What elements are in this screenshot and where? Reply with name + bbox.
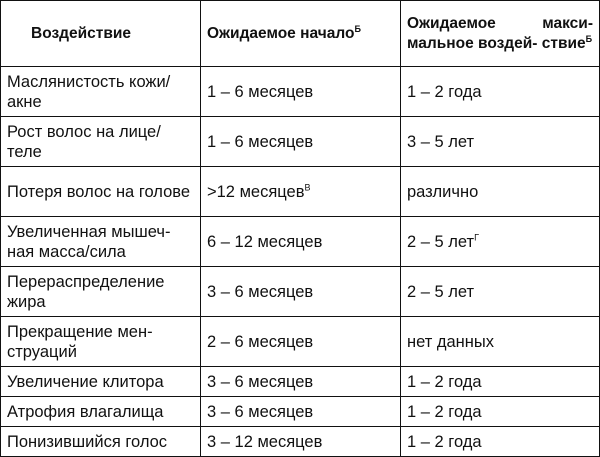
- table-row: [1, 317, 600, 367]
- cell-max: 1 – 2 года: [401, 427, 600, 457]
- cell-onset: 1 – 6 месяцев: [201, 67, 401, 117]
- cell-effect: Потеря волос на голове: [1, 167, 201, 217]
- table-row: [1, 367, 600, 397]
- cell-max: различно: [401, 167, 600, 217]
- cell-effect: Маслянистость кожи/ акне: [1, 67, 201, 117]
- table-row: [1, 267, 600, 317]
- cell-onset: 3 – 6 месяцев: [201, 397, 401, 427]
- cell-onset: 2 – 6 месяцев: [201, 317, 401, 367]
- cell-effect: Рост волос на лице/ теле: [1, 117, 201, 167]
- cell-onset: 1 – 6 месяцев: [201, 117, 401, 167]
- cell-effect: Увеличение клитора: [1, 367, 201, 397]
- cell-effect: Увеличенная мышеч- ная масса/сила: [1, 217, 201, 267]
- header-effect: Воздействие: [1, 1, 201, 67]
- cell-onset: 3 – 12 месяцев: [201, 427, 401, 457]
- cell-max: нет данных: [401, 317, 600, 367]
- header-max-effect: Ожидаемое макси- мальное воздей- ствие$^Б$: [401, 1, 600, 67]
- cell-onset: 3 – 6 месяцев: [201, 367, 401, 397]
- cell-max: 2 – 5 лет: [401, 267, 600, 317]
- cell-effect: Понизившийся голос: [1, 427, 201, 457]
- table-row: [1, 67, 600, 117]
- cell-onset: 6 – 12 месяцев: [201, 217, 401, 267]
- table-row: [1, 427, 600, 457]
- cell-max: 1 – 2 года: [401, 397, 600, 427]
- cell-effect: Прекращение мен- струаций: [1, 317, 201, 367]
- cell-max: 1 – 2 года: [401, 67, 600, 117]
- cell-onset: >12 месяцев$^В$: [201, 167, 401, 217]
- table-row: [1, 117, 600, 167]
- cell-max: 3 – 5 лет: [401, 117, 600, 167]
- header-onset: Ожидаемое начало$^Б$: [201, 1, 401, 67]
- cell-effect: Перераспределение жира: [1, 267, 201, 317]
- header-row: [1, 1, 600, 67]
- cell-effect: Атрофия влагалища: [1, 397, 201, 427]
- cell-max: 1 – 2 года: [401, 367, 600, 397]
- table-row: [1, 397, 600, 427]
- table-row: [1, 167, 600, 217]
- cell-max: 2 – 5 лет$^Г$: [401, 217, 600, 267]
- table-row: [1, 217, 600, 267]
- cell-onset: 3 – 6 месяцев: [201, 267, 401, 317]
